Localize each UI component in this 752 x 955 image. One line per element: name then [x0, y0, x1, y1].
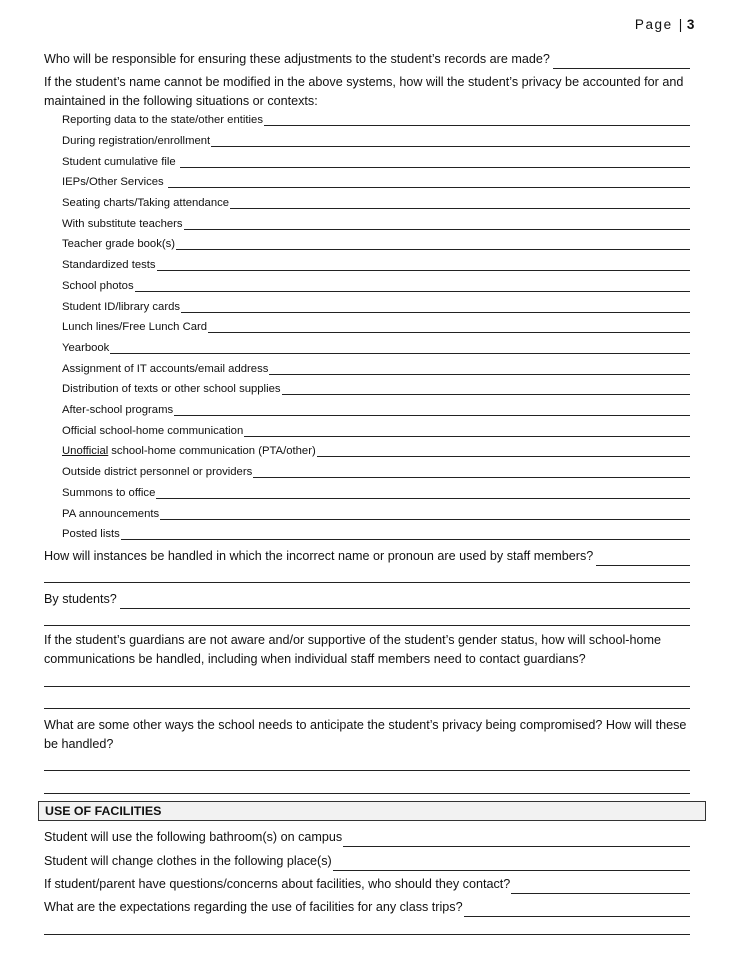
situation-answer-line[interactable]: [181, 300, 690, 313]
situation-item: [62, 424, 690, 437]
answer-line[interactable]: [44, 708, 690, 709]
situation-item: [62, 279, 690, 292]
situation-item: [62, 382, 690, 395]
facilities-contact-question: [44, 875, 690, 894]
situation-answer-line[interactable]: [110, 341, 690, 354]
answer-line[interactable]: [44, 582, 690, 583]
incorrect-name-answer-line[interactable]: [596, 551, 690, 566]
situation-answer-line[interactable]: [184, 217, 690, 230]
situation-item: [62, 134, 690, 147]
situation-answer-line[interactable]: [174, 403, 690, 416]
situation-label: Yearbook: [62, 342, 110, 354]
facilities-section-heading: [38, 801, 706, 821]
situation-label: Official school-home communication: [62, 425, 244, 437]
other-ways-question: What are some other ways the school needs to anticipate the student’s privacy being compromised? How will these be handled?: [44, 718, 687, 751]
responsible-question: [44, 50, 690, 69]
situation-item: [62, 217, 690, 230]
situation-answer-line[interactable]: [121, 527, 690, 540]
situation-label: Reporting data to the state/other entities: [62, 114, 263, 126]
situation-answer-line[interactable]: [160, 507, 690, 520]
situation-answer-line[interactable]: [135, 279, 690, 292]
answer-line[interactable]: [44, 686, 690, 687]
situation-item: [62, 113, 690, 126]
page-header: [635, 17, 696, 32]
situation-label: Outside district personnel or providers: [62, 466, 253, 478]
bathroom-question: [44, 828, 690, 847]
answer-line[interactable]: [44, 934, 690, 935]
situation-label: During registration/enrollment: [62, 135, 211, 147]
situation-answer-line[interactable]: [211, 134, 690, 147]
situation-item: [62, 196, 690, 209]
situation-item: [62, 403, 690, 416]
situation-label: School photos: [62, 280, 134, 292]
situation-item: [62, 507, 690, 520]
situation-item: [62, 258, 690, 271]
situation-item: [62, 444, 690, 457]
situation-label: After-school programs: [62, 404, 174, 416]
change-clothes-question-text: Student will change clothes in the following place(s): [44, 854, 332, 868]
situation-label: IEPs/Other Services: [62, 176, 164, 188]
situation-answer-line[interactable]: [269, 362, 690, 375]
situation-item: [62, 237, 690, 250]
situation-answer-line[interactable]: [230, 196, 690, 209]
responsible-question-text: Who will be responsible for ensuring these adjustments to the student’s records are made?: [44, 52, 550, 66]
situation-item: [62, 465, 690, 478]
incorrect-name-question: [44, 547, 690, 566]
situation-answer-line[interactable]: [180, 155, 690, 168]
situation-label: school-home communication (PTA/other): [111, 445, 316, 457]
incorrect-name-question-text: How will instances be handled in which the incorrect name or pronoun are used by staff members?: [44, 549, 594, 563]
situation-label: With substitute teachers: [62, 218, 183, 230]
class-trips-question-text: What are the expectations regarding the use of facilities for any class trips?: [44, 900, 463, 914]
answer-line[interactable]: [44, 625, 690, 626]
by-students-answer-line[interactable]: [120, 594, 690, 609]
situation-label: Posted lists: [62, 528, 120, 540]
unofficial-word: Unofficial: [62, 445, 109, 457]
responsible-answer-line[interactable]: [553, 54, 690, 69]
situation-label: Student ID/library cards: [62, 301, 181, 313]
page-number: 3: [686, 17, 696, 32]
situation-answer-line[interactable]: [176, 237, 690, 250]
situation-answer-line[interactable]: [264, 113, 690, 126]
by-students-question-text: By students?: [44, 592, 117, 606]
change-clothes-answer-line[interactable]: [333, 856, 690, 871]
answer-line[interactable]: [44, 793, 690, 794]
situation-answer-line[interactable]: [244, 424, 690, 437]
privacy-intro-question: If the student’s name cannot be modified in the above systems, how will the student’s privacy be accounted for and maintained in the following situations or contexts:: [44, 75, 684, 108]
situation-label: PA announcements: [62, 508, 160, 520]
by-students-question: [44, 590, 690, 609]
bathroom-question-text: Student will use the following bathroom(s) on campus: [44, 830, 343, 844]
situation-item: [62, 362, 690, 375]
situation-label: Student cumulative file: [62, 156, 176, 168]
situation-answer-line[interactable]: [253, 465, 690, 478]
class-trips-answer-line[interactable]: [464, 902, 690, 917]
change-clothes-question: [44, 852, 690, 871]
situation-label: Distribution of texts or other school supplies: [62, 383, 281, 395]
situation-item: [62, 320, 690, 333]
page-separator: |: [678, 17, 684, 32]
situation-label: Teacher grade book(s): [62, 238, 176, 250]
situation-item: [62, 486, 690, 499]
situation-answer-line[interactable]: [156, 486, 690, 499]
facilities-contact-answer-line[interactable]: [511, 879, 690, 894]
situation-answer-line[interactable]: [317, 444, 690, 457]
facilities-heading-text: USE OF FACILITIES: [45, 804, 162, 818]
class-trips-question: [44, 898, 690, 917]
situation-label: Lunch lines/Free Lunch Card: [62, 321, 208, 333]
situation-label: Standardized tests: [62, 259, 156, 271]
situation-label: Summons to office: [62, 487, 156, 499]
situation-item: [62, 527, 690, 540]
situation-label: Seating charts/Taking attendance: [62, 197, 230, 209]
situation-item: [62, 341, 690, 354]
situation-label: Assignment of IT accounts/email address: [62, 363, 269, 375]
situation-answer-line[interactable]: [282, 382, 690, 395]
situation-answer-line[interactable]: [157, 258, 690, 271]
bathroom-answer-line[interactable]: [343, 832, 690, 847]
situation-item: [62, 300, 690, 313]
situation-answer-line[interactable]: [208, 320, 690, 333]
answer-line[interactable]: [44, 770, 690, 771]
situation-answer-line[interactable]: [168, 175, 690, 188]
situation-item: [62, 155, 690, 168]
page-label: Page: [634, 17, 673, 32]
guardians-question: If the student’s guardians are not aware and/or supportive of the student’s gender status, how will school-home communications be handled, including when individual staff members need to contact guardians?: [44, 633, 661, 666]
situation-item: [62, 175, 690, 188]
facilities-contact-question-text: If student/parent have questions/concerns about facilities, who should they contact?: [44, 877, 511, 891]
